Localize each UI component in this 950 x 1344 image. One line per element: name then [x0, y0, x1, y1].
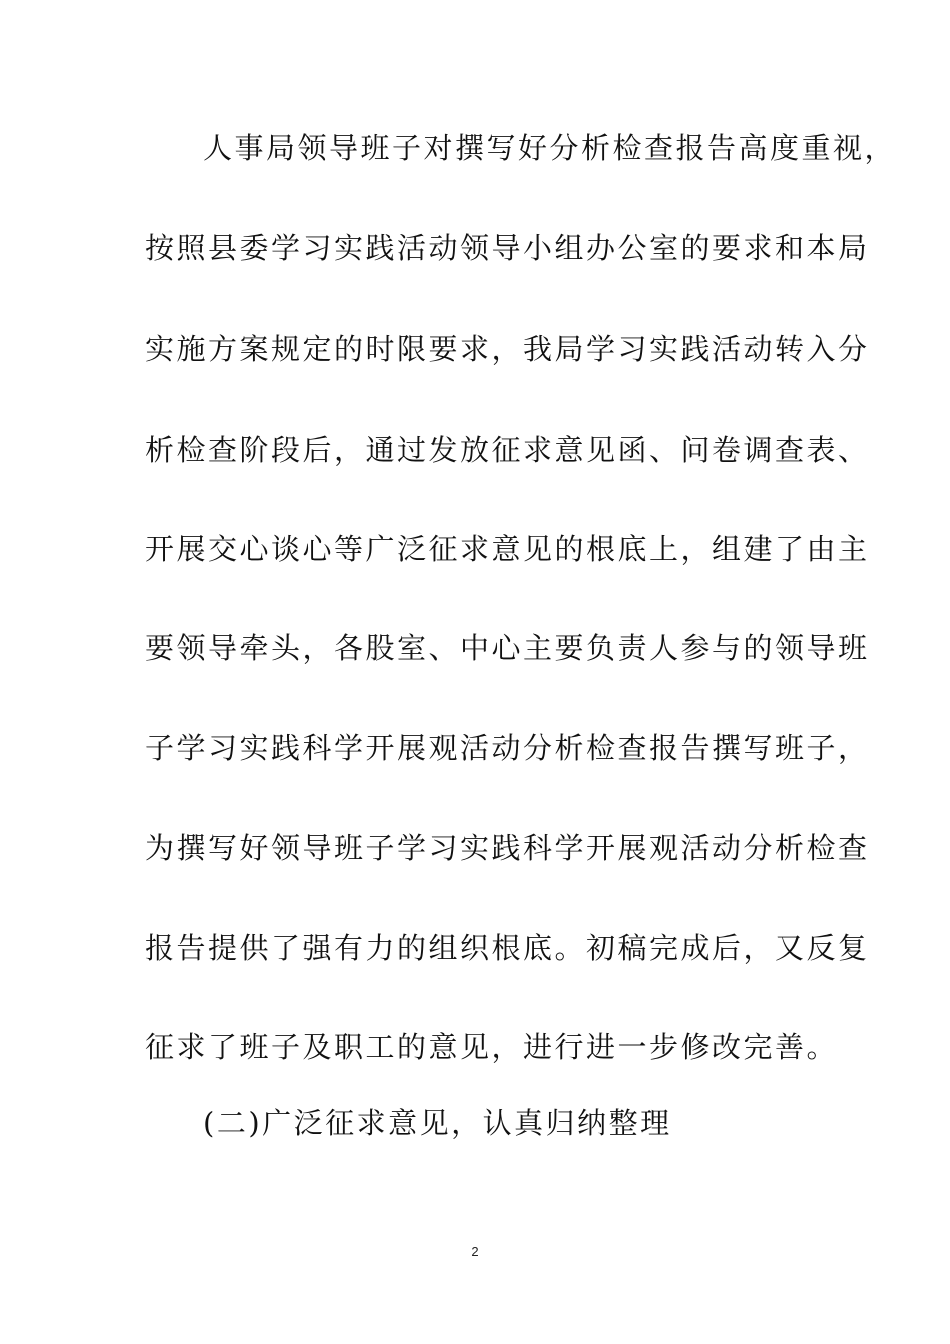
- paragraph-line-10: 征求了班子及职工的意见，进行进一步修改完善。: [145, 1030, 839, 1064]
- paragraph-line-1: 人事局领导班子对撰写好分析检查报告高度重视，: [203, 131, 897, 165]
- paragraph-line-7: 子学习实践科学开展观活动分析检查报告撰写班子，: [145, 731, 870, 765]
- section-heading: (二)广泛征求意见，认真归纳整理: [203, 1106, 672, 1140]
- paragraph-line-3: 实施方案规定的时限要求，我局学习实践活动转入分: [145, 332, 870, 366]
- paragraph-line-9: 报告提供了强有力的组织根底。初稿完成后，又反复: [145, 931, 870, 965]
- paragraph-line-5: 开展交心谈心等广泛征求意见的根底上，组建了由主: [145, 532, 870, 566]
- page-number: 2: [471, 1244, 479, 1259]
- paragraph-line-6: 要领导牵头，各股室、中心主要负责人参与的领导班: [145, 631, 870, 665]
- paragraph-line-4: 析检查阶段后，通过发放征求意见函、问卷调查表、: [145, 433, 870, 467]
- paragraph-line-2: 按照县委学习实践活动领导小组办公室的要求和本局: [145, 231, 870, 265]
- paragraph-line-8: 为撰写好领导班子学习实践科学开展观活动分析检查: [145, 831, 870, 865]
